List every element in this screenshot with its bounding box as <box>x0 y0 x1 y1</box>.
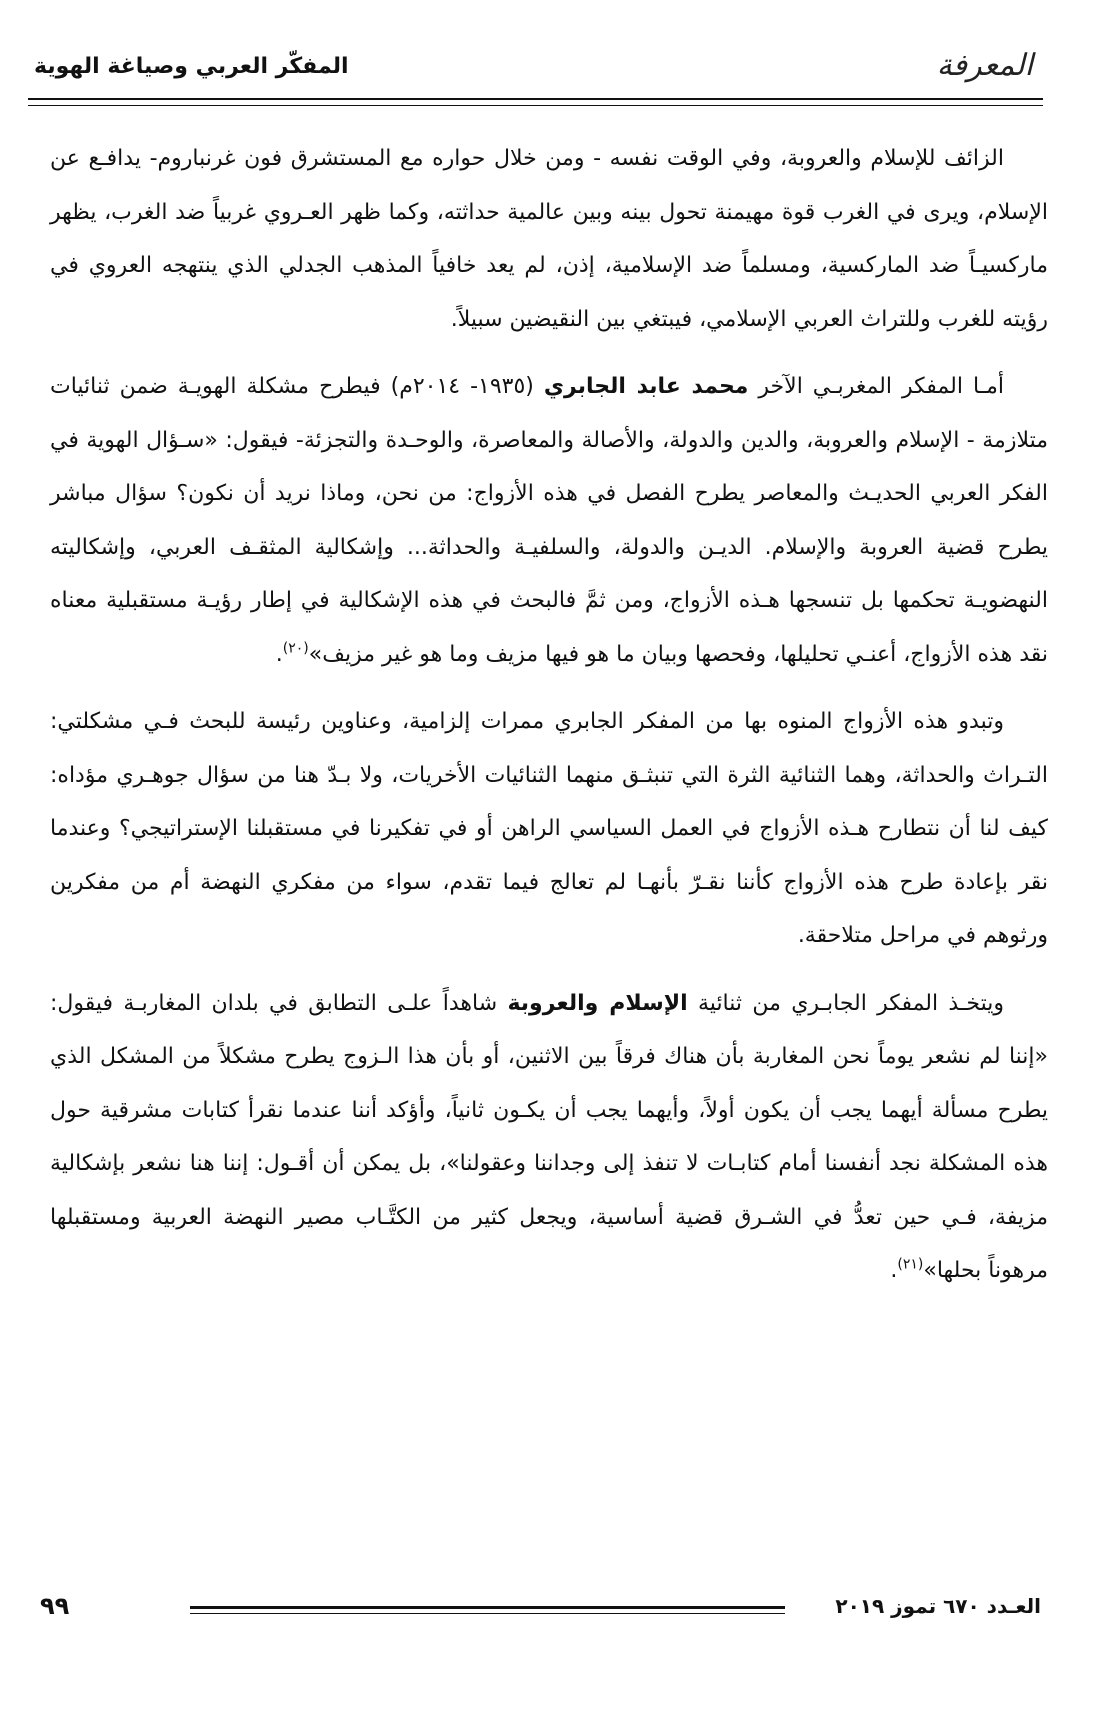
header-rule-thin <box>28 105 1043 106</box>
footer-rule <box>190 1606 785 1609</box>
page-footer <box>30 1592 1043 1632</box>
journal-logo: المعرفة <box>936 48 1033 83</box>
paragraph-4-mid: شاهداً علـى التطابق في بلدان المغاربـة فيقول: «إننا لم نشعر يوماً نحن المغاربة بأن هناك فرقاً بين الاثنين، أو بأن هذا الـزوج يطرح مشكلاً من المشكل الذي يطرح مسألة أيهما يجب أن يكون أولاً، وأيهما يجب أن يكـون ثانياً، وأؤكد أننا عندما نقرأ كتابات مشرقية حول هذه المشكلة نجد أنفسنا أمام كتابـات لا تنفذ إلى وجداننا وعقولنا»، بل يمكن أن أقـول: إننا هنا نشعر بإشكالية مزيفة، فـي حين تعدُّ في الشـرق قضية أساسية، ويجعل كثير من الكتَّـاب مصير النهضة العربية ومستقبلها مرهوناً بحلها» <box>50 990 1048 1283</box>
footnote-ref-20: (٢٠) <box>282 640 309 657</box>
footnote-ref-21: (٢١) <box>897 1256 924 1273</box>
page-header <box>28 40 1043 100</box>
page-number: ٩٩ <box>40 1592 70 1620</box>
paragraph-3-text: وتبدو هذه الأزواج المنوه بها من المفكر الجابري ممرات إلزامية، وعناوين رئيسة للبحث فـي مشكلتي: التـراث والحداثة، وهما الثنائية الثرة التي تنبثـق منهما الثنائيات الأخريات، ولا بـدّ هنا من سؤال جوهـري مؤداه: كيف لنا أن نتطارح هـذه الأزواج في العمل السياسي الراهن أو في تفكيرنا في مستقبلنا الإستراتيجي؟ وعندما نقر بإعادة طرح هذه الأزواج كأننا نقـرّ بأنهـا لم تعالج فيما تقدم، سواء من مفكري النهضة أم من مفكرين ورثوهم في مراحل متلاحقة. <box>50 709 1048 948</box>
paragraph-4 <box>50 977 1048 1298</box>
author-name: محمد عابد الجابري <box>543 374 749 399</box>
issue-info: العـدد ٦٧٠ تموز ٢٠١٩ <box>835 1594 1041 1618</box>
paragraph-4-start: ويتخـذ المفكر الجابـري من ثنائية <box>687 990 1005 1016</box>
footer-rule-thin <box>190 1613 785 1614</box>
header-rule <box>28 98 1043 100</box>
paragraph-2-start: أمـا المفكر المغربـي الآخر <box>748 374 1004 399</box>
paragraph-4-end: . <box>890 1258 898 1283</box>
dualism-term: الإسلام والعروبة <box>507 990 688 1016</box>
paragraph-1 <box>50 132 1048 346</box>
paragraph-2 <box>50 360 1048 681</box>
running-title: المفكّر العربي وصياغة الهوية <box>34 54 349 79</box>
paragraph-3 <box>50 695 1048 963</box>
paragraph-2-end: . <box>275 641 283 667</box>
paragraph-1-text: الزائف للإسلام والعروبة، وفي الوقت نفسه - ومن خلال حواره مع المستشرق فون غرنباروم- يدافـع عن الإسلام، ويرى في الغرب قوة مهيمنة تحول بينه وبين عالمية حداثته، وكما ظهر العـروي غربياً ضد الغرب، يظهر ماركسيـاً ضد الماركسية، ومسلماً ضد الإسلامية، إذن، لم يعد خافياً المذهب الجدلي الذي ينتهجه العروي في رؤيته للغرب وللتراث العربي الإسلامي، فيبتغي بين النقيضين سبيلاً. <box>50 146 1048 332</box>
article-body <box>50 132 1048 1312</box>
paragraph-2-mid: (١٩٣٥- ٢٠١٤م) فيطرح مشكلة الهويـة ضمن ثنائيات متلازمة - الإسلام والعروبة، والدين والدولة، والأصالة والمعاصرة، والوحـدة والتجزئة- فيقول: «سـؤال الهوية في الفكر العربي الحديـث والمعاصر يطرح الفصل في هذه الأزواج: من نحن، وماذا نريد أن نكون؟ سؤال مباشر يطرح قضية العروبة والإسلام. الديـن والدولة، والسلفيـة والحداثة... وإشكالية المثقـف العربي، وإشكاليته النهضويـة تحكمها بل تنسجها هـذه الأزواج، ومن ثمَّ فالبحث في هذه الإشكالية في إطار رؤيـة مستقبلية معناه نقد هذه الأزواج، أعنـي تحليلها، وفحصها وبيان ما هو فيها مزيف وما هو غير مزيف» <box>50 374 1048 667</box>
